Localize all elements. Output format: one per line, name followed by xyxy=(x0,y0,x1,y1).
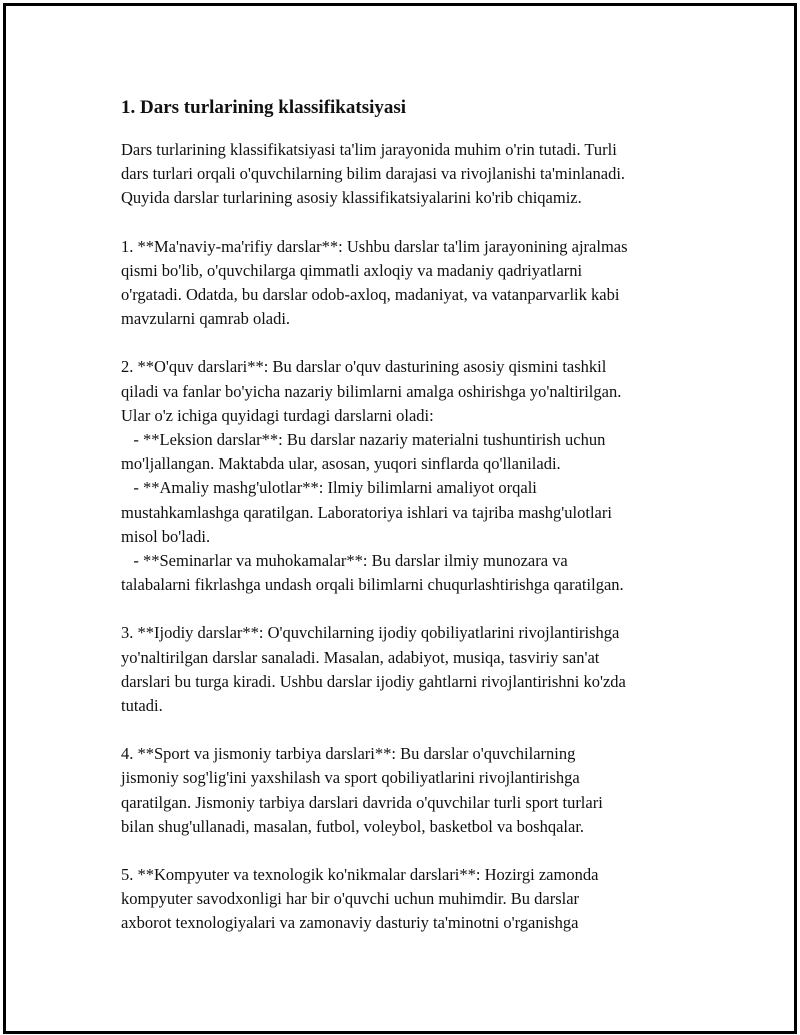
paragraph-list xyxy=(121,138,706,936)
text-line: 5. **Kompyuter va texnologik ko'nikmalar darslari**: Hozirgi zamonda xyxy=(121,865,599,885)
text-line: talabalarni fikrlashga undash orqali bilimlarni chuqurlashtirishga qaratilgan. xyxy=(121,575,624,595)
text-line: misol bo'ladi. xyxy=(121,526,211,546)
text-line: darslari bu turga kiradi. Ushbu darslar ijodiy gahtlarni rivojlantirishni ko'zda xyxy=(121,671,626,691)
text-line: Dars turlarining klassifikatsiyasi ta'lim jarayonida muhim o'rin tutadi. Turli xyxy=(121,140,617,159)
page-frame xyxy=(3,3,797,1034)
text-line: Ular o'z ichiga quyidagi turdagi darslarni oladi: xyxy=(121,405,434,425)
text-line: 2. **O'quv darslari**: Bu darslar o'quv dasturining asosiy qismini tashkil xyxy=(121,357,607,377)
text-line: axborot texnologiyalari va zamonaviy dasturiy ta'minotni o'rganishga xyxy=(121,913,579,933)
text-line: qismi bo'lib, o'quvchilarga qimmatli axloqiy va madaniy qadriyatlarni xyxy=(121,260,583,280)
text-line: o'rgatadi. Odatda, bu darslar odob-axloq, madaniyat, va vatanparvarlik kabi xyxy=(121,285,620,305)
text-line: yo'naltirilgan darslar sanaladi. Masalan, adabiyot, musiqa, tasviriy san'at xyxy=(121,647,600,667)
paragraph xyxy=(121,138,706,211)
document-body xyxy=(121,96,706,960)
text-line: jismoniy sog'lig'ini yaxshilash va sport qobiliyatlarini rivojlantirishga xyxy=(121,768,580,788)
paragraph xyxy=(121,621,706,718)
text-line: qaratilgan. Jismoniy tarbiya darslari davrida o'quvchilar turli sport turlari xyxy=(121,792,603,812)
text-line: 1. **Ma'naviy-ma'rifiy darslar**: Ushbu darslar ta'lim jarayonining ajralmas xyxy=(121,236,628,256)
text-line: 3. **Ijodiy darslar**: O'quvchilarning ijodiy qobiliyatlarini rivojlantirishga xyxy=(121,623,620,643)
text-line: kompyuter savodxonligi har bir o'quvchi uchun muhimdir. Bu darslar xyxy=(121,889,580,909)
text-line: qiladi va fanlar bo'yicha nazariy bilimlarni amalga oshirishga yo'naltirilgan. xyxy=(121,381,622,401)
text-line: - **Amaliy mashg'ulotlar**: Ilmiy bilimlarni amaliyot orqali xyxy=(121,478,537,498)
text-line: mustahkamlashga qaratilgan. Laboratoriya ishlari va tajriba mashg'ulotlari xyxy=(121,502,612,522)
text-line: tutadi. xyxy=(121,696,163,716)
paragraph xyxy=(121,742,706,839)
text-line: mavzularni qamrab oladi. xyxy=(121,309,291,329)
paragraph xyxy=(121,235,706,332)
text-line: bilan shug'ullanadi, masalan, futbol, voleybol, basketbol va boshqalar. xyxy=(121,816,585,836)
text-line: 4. **Sport va jismoniy tarbiya darslari**: Bu darslar o'quvchilarning xyxy=(121,744,576,764)
text-line: - **Seminarlar va muhokamalar**: Bu darslar ilmiy munozara va xyxy=(121,551,568,571)
text-line: mo'ljallangan. Maktabda ular, asosan, yuqori sinflarda qo'llaniladi. xyxy=(121,454,561,474)
paragraph xyxy=(121,355,706,597)
section-heading: 1. Dars turlarining klassifikatsiyasi xyxy=(121,97,407,118)
text-line: Quyida darslar turlarining asosiy klassifikatsiyalarini ko'rib chiqamiz. xyxy=(121,188,582,208)
text-line: - **Leksion darslar**: Bu darslar nazariy materialni tushuntirish uchun xyxy=(121,430,606,450)
text-line: dars turlari orqali o'quvchilarning bilim darajasi va rivojlanishi ta'minlanadi. xyxy=(121,164,626,184)
paragraph xyxy=(121,863,706,936)
